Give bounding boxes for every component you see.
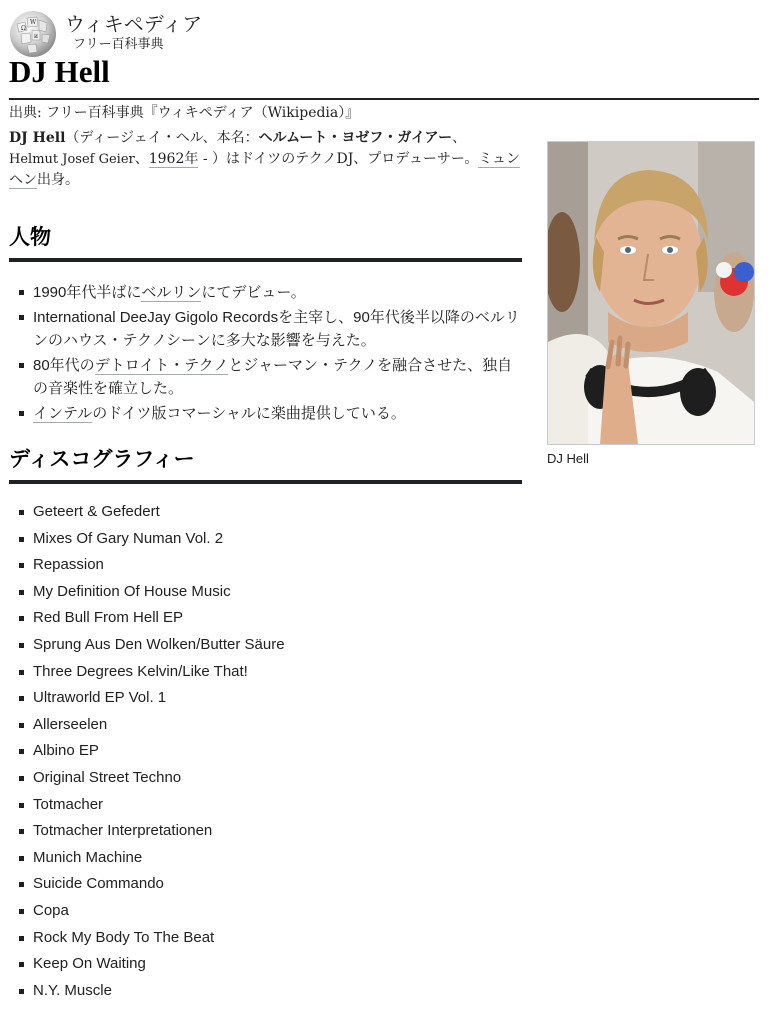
list-item-text: 80年代の — [33, 357, 95, 374]
discography-item: Mixes Of Gary Numan Vol. 2 — [9, 526, 523, 553]
intro-name: DJ Hell — [9, 130, 66, 146]
title-divider — [9, 98, 759, 100]
discography-item: Red Bull From Hell EP — [9, 605, 523, 632]
section-divider-discography — [9, 480, 522, 484]
list-item-text: のドイツ版コマーシャルに楽曲提供している。 — [92, 405, 406, 422]
intro-paren-open: （ディージェイ・ヘル、本名： — [65, 130, 259, 146]
discography-item: Original Street Techno — [9, 765, 523, 792]
portrait-photo[interactable] — [547, 141, 755, 445]
infobox — [547, 141, 755, 467]
discography-item: Munich Machine — [9, 845, 523, 872]
intro-comma: 、 — [452, 130, 467, 146]
discography-item: Albino EP — [9, 738, 523, 765]
list-item — [9, 306, 523, 352]
intro-after-year: - ）はドイツのテクノDJ、プロデューサー。 — [198, 151, 479, 167]
portrait-illustration — [548, 142, 754, 444]
city-link[interactable]: ミュンヘン — [9, 151, 521, 188]
discography-item: My Definition Of House Music — [9, 579, 523, 606]
photo-caption: DJ Hell — [547, 451, 589, 466]
discography-item: Sprung Aus Den Wolken/Butter Säure — [9, 632, 523, 659]
list-item — [9, 281, 523, 304]
detroit-techno-link[interactable]: デトロイト・テクノ — [94, 357, 229, 374]
discography-item: Geteert & Gefedert — [9, 499, 523, 526]
discography-item: Totmacher — [9, 792, 523, 819]
site-header[interactable] — [9, 10, 309, 58]
discography-item: Copa — [9, 898, 523, 925]
list-item-text: International DeeJay Gigolo Recordsを主宰し、90年代後半以降のベルリンのハウス・テクノシーンに多大な影響を与えた。 — [33, 309, 520, 349]
wikipedia-globe-icon[interactable] — [9, 10, 57, 58]
section-heading-discography: ディスコグラフィー — [9, 446, 195, 471]
list-item-text: にてデビュー。 — [201, 284, 306, 301]
site-tagline: フリー百科事典 — [73, 37, 164, 52]
list-item — [9, 402, 523, 425]
list-item — [9, 354, 523, 400]
discography-item: Allerseelen — [9, 712, 523, 739]
intro-paragraph — [9, 128, 523, 191]
discography-item: N.Y. Muscle — [9, 978, 523, 1005]
berlin-link[interactable]: ベルリン — [141, 284, 202, 301]
page-title: DJ Hell — [9, 54, 110, 89]
intro-latin-name: Helmut Josef Geier — [9, 152, 135, 167]
discography-item: Keep On Waiting — [9, 951, 523, 978]
list-item-text: とジャーマン・テクノを融合させた、独自の音楽性を確立した。 — [33, 357, 513, 397]
source-line: 出典: フリー百科事典『ウィキペディア（Wikipedia）』 — [9, 105, 360, 121]
site-wordmark[interactable]: ウィキペディア — [65, 12, 203, 36]
discography-item: Ultraworld EP Vol. 1 — [9, 685, 523, 712]
discography-item: Suicide Commando — [9, 871, 523, 898]
discography-item: Totmacher Interpretationen — [9, 818, 523, 845]
discography-item: Three Degrees Kelvin/Like That! — [9, 659, 523, 686]
discography-list — [9, 499, 523, 1004]
list-item-text: 1990年代半ばに — [33, 284, 142, 301]
section-divider-person — [9, 258, 522, 262]
discography-item: Repassion — [9, 552, 523, 579]
intro-comma2: 、 — [134, 151, 149, 167]
birth-year-link[interactable]: 1962年 — [148, 151, 199, 167]
intel-link[interactable]: インテル — [33, 405, 93, 422]
svg-text:и: и — [34, 33, 38, 40]
intro-real-name: ヘルムート・ヨゼフ・ガイアー — [258, 130, 453, 146]
person-list — [9, 281, 523, 427]
section-heading-person: 人物 — [9, 224, 51, 249]
svg-text:Ω: Ω — [21, 25, 26, 32]
intro-ending: 出身。 — [37, 172, 79, 188]
discography-item: Rock My Body To The Beat — [9, 925, 523, 952]
svg-text:W: W — [30, 19, 37, 26]
